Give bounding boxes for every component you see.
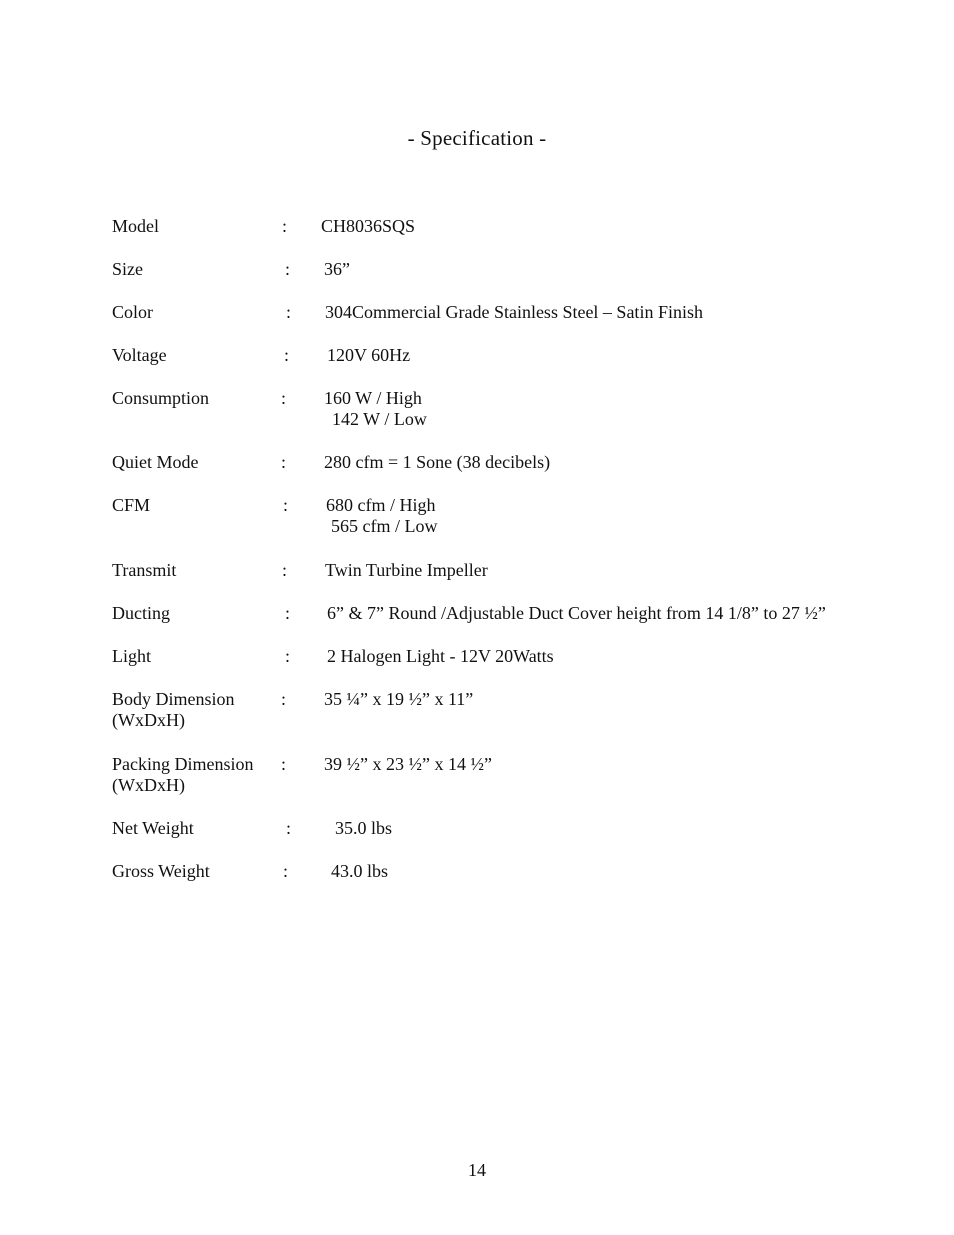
spec-label: Light [112, 646, 151, 666]
spec-value: 280 cfm = 1 Sone (38 decibels) [324, 452, 551, 472]
spec-separator: : [285, 603, 291, 623]
spec-label: Size [112, 259, 143, 279]
spec-value-line: 142 W / Low [332, 409, 427, 429]
spec-separator: : [281, 689, 287, 709]
spec-label: Transmit [112, 560, 177, 580]
spec-separator: : [281, 388, 287, 408]
spec-value: 36” [324, 259, 350, 279]
spec-value: 39 ½” x 23 ½” x 14 ½” [324, 754, 492, 774]
spec-separator: : [286, 302, 292, 322]
spec-label: Color [112, 302, 154, 322]
page-number: 14 [468, 1160, 486, 1180]
spec-value: CH8036SQS [321, 216, 416, 236]
spec-separator: : [284, 345, 290, 365]
spec-label: Voltage [112, 345, 167, 365]
spec-label: CFM [112, 495, 151, 515]
spec-separator: : [285, 259, 291, 279]
spec-label: Ducting [112, 603, 170, 623]
page-title: - Specification - [407, 126, 547, 150]
spec-value: 35.0 lbs [335, 818, 393, 838]
spec-label: Quiet Mode [112, 452, 199, 472]
spec-value-line: 680 cfm / High [326, 495, 436, 515]
spec-value [324, 388, 427, 430]
spec-value-line: 565 cfm / Low [331, 516, 438, 536]
spec-label: Model [112, 216, 159, 236]
spec-separator: : [283, 495, 289, 515]
spec-separator: : [285, 646, 291, 666]
spec-value: Twin Turbine Impeller [325, 560, 488, 580]
spec-separator: : [281, 754, 287, 774]
spec-value: 120V 60Hz [327, 345, 411, 365]
spec-value: 304Commercial Grade Stainless Steel – Satin Finish [325, 302, 703, 322]
spec-separator: : [281, 452, 287, 472]
spec-label: Net Weight [112, 818, 194, 838]
spec-value: 43.0 lbs [331, 861, 389, 881]
spec-separator: : [283, 861, 289, 881]
spec-label: Consumption [112, 388, 210, 408]
spec-label: Packing Dimension (WxDxH) [112, 754, 254, 795]
spec-value: 35 ¼” x 19 ½” x 11” [324, 689, 474, 709]
spec-value: 6” & 7” Round /Adjustable Duct Cover height from 14 1/8” to 27 ½” [327, 603, 826, 623]
spec-value [326, 495, 437, 537]
spec-value: 2 Halogen Light - 12V 20Watts [327, 646, 554, 666]
spec-label: Body Dimension (WxDxH) [112, 689, 235, 730]
spec-value-line: 160 W / High [324, 388, 422, 408]
spec-separator: : [282, 216, 288, 236]
spec-separator: : [286, 818, 292, 838]
spec-separator: : [282, 560, 288, 580]
spec-label: Gross Weight [112, 861, 210, 881]
